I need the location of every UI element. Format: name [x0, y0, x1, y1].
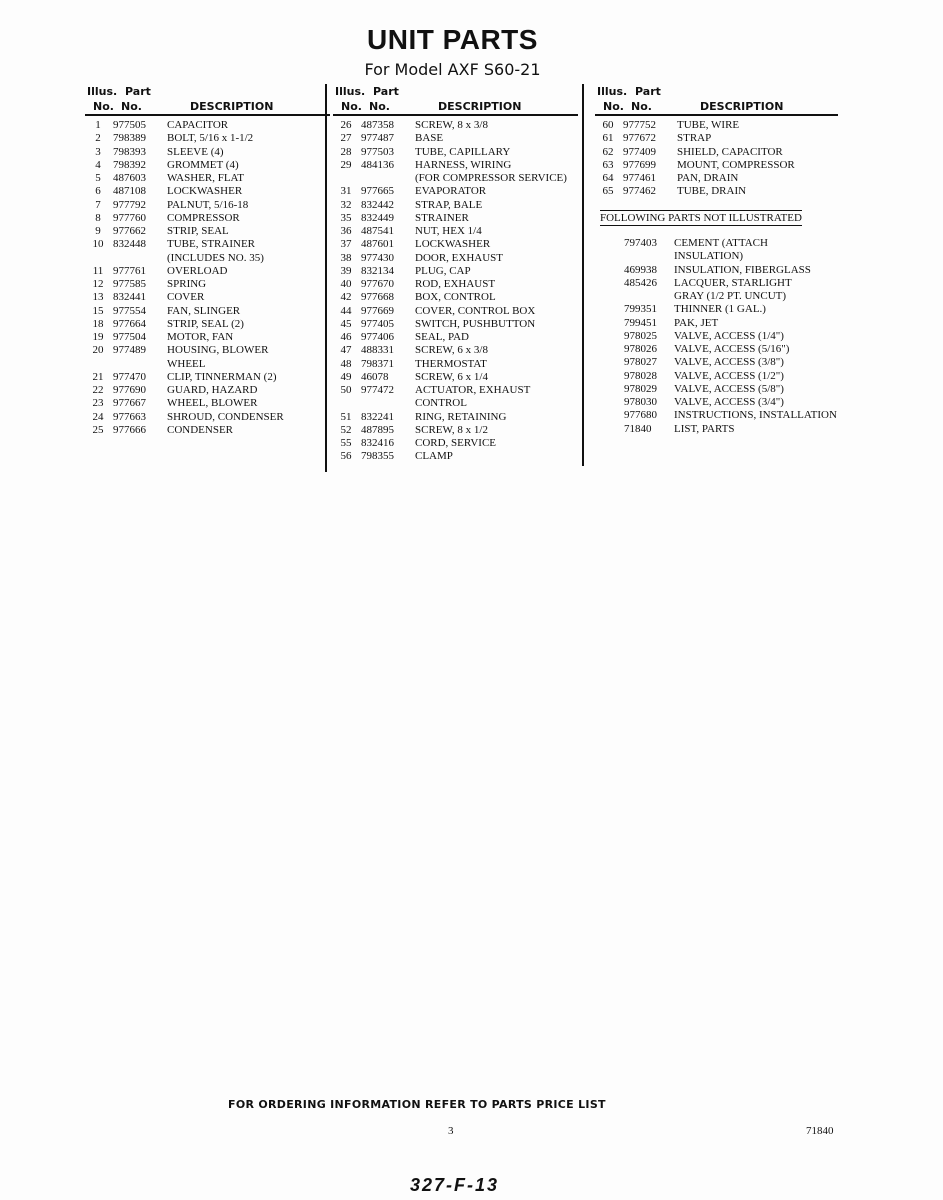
- illus-no-label: No.: [341, 100, 362, 113]
- part-description: LACQUER, STARLIGHT: [674, 276, 792, 289]
- part-description: LIST, PARTS: [674, 422, 735, 435]
- table-row: [333, 384, 578, 397]
- part-description: CLIP, TINNERMAN (2): [167, 370, 277, 383]
- part-label: Part: [373, 85, 399, 98]
- illus-number: 65: [602, 185, 614, 198]
- part-description: VALVE, ACCESS (5/8"): [674, 382, 784, 395]
- table-row: [595, 303, 855, 316]
- table-row: [595, 146, 838, 159]
- table-row: [85, 146, 330, 159]
- part-number: 832441: [113, 291, 146, 304]
- part-number: 487358: [361, 119, 394, 131]
- part-description: SHIELD, CAPACITOR: [677, 145, 783, 158]
- part-number: 487895: [361, 423, 394, 436]
- column-header: [333, 84, 578, 116]
- illus-number: 36: [340, 225, 352, 237]
- table-row: [595, 237, 855, 250]
- part-number: 978026: [624, 343, 657, 355]
- parts-rows: [85, 119, 330, 437]
- parts-column-1: [85, 84, 330, 437]
- part-number: 832241: [361, 410, 394, 423]
- illus-number: 5: [95, 172, 101, 184]
- part-number: 977430: [361, 251, 394, 264]
- table-row: [85, 305, 330, 318]
- part-number: 977699: [623, 158, 656, 171]
- part-description: PLUG, CAP: [415, 264, 471, 277]
- part-number: 978025: [624, 329, 657, 342]
- part-description: SPRING: [167, 278, 207, 290]
- parts-rows: [333, 119, 578, 464]
- part-description: STRAINER: [415, 211, 469, 224]
- part-description: INSTRUCTIONS, INSTALLATION: [674, 409, 837, 422]
- table-row: [85, 344, 330, 357]
- part-description: SLEEVE (4): [167, 145, 224, 158]
- part-description: BOX, CONTROL: [415, 291, 496, 304]
- part-description: HOUSING, BLOWER: [167, 344, 269, 357]
- table-row: [333, 199, 578, 212]
- illus-number: 52: [340, 423, 352, 436]
- part-number: 977672: [623, 132, 656, 145]
- part-number: 488331: [361, 344, 394, 357]
- part-description: PAK, JET: [674, 316, 719, 329]
- table-row: [333, 397, 578, 410]
- table-row: [333, 278, 578, 291]
- illus-number: 12: [92, 278, 104, 290]
- parts-column-3: [595, 84, 838, 199]
- part-number: 978029: [624, 382, 657, 395]
- table-row: [85, 358, 330, 371]
- part-description: BASE: [415, 132, 444, 145]
- illus-number: 29: [340, 158, 352, 171]
- part-number: 977670: [361, 278, 394, 290]
- part-description: CORD, SERVICE: [415, 437, 497, 449]
- part-description: STRAP, BALE: [415, 198, 483, 211]
- part-number: 977585: [113, 278, 146, 290]
- part-number: 977409: [623, 145, 656, 158]
- table-row: [85, 371, 330, 384]
- part-number: 977666: [113, 423, 146, 436]
- parts-rows: [595, 119, 838, 199]
- table-row: [85, 331, 330, 344]
- illus-number: 45: [340, 317, 352, 330]
- part-label: Part: [635, 85, 661, 98]
- illus-number: 21: [92, 370, 104, 383]
- illus-number: 18: [92, 317, 104, 330]
- part-description: THINNER (1 GAL.): [674, 303, 766, 316]
- part-number: 977470: [113, 370, 146, 383]
- part-number: 799351: [624, 303, 657, 316]
- part-number: 487603: [113, 172, 146, 184]
- part-description: CLAMP: [415, 450, 453, 463]
- illus-number: 1: [95, 119, 101, 131]
- illus-number: 49: [340, 370, 352, 383]
- table-row: [333, 146, 578, 159]
- illus-number: 35: [340, 211, 352, 224]
- table-row: [595, 330, 855, 343]
- page-title: UNIT PARTS: [367, 24, 538, 55]
- table-row: [85, 411, 330, 424]
- part-description: ACTUATOR, EXHAUST: [415, 384, 531, 396]
- illus-number: 22: [92, 384, 104, 396]
- part-description: SCREW, 6 x 3/8: [415, 344, 488, 357]
- table-row: [85, 132, 330, 145]
- part-description: GUARD, HAZARD: [167, 384, 258, 396]
- illus-number: 37: [340, 238, 352, 251]
- part-description: SCREW, 8 x 1/2: [415, 423, 488, 436]
- table-row: [333, 450, 578, 463]
- illus-number: 48: [340, 357, 352, 370]
- part-description: GRAY (1/2 PT. UNCUT): [674, 290, 787, 302]
- illus-number: 28: [340, 145, 352, 158]
- table-row: [595, 317, 855, 330]
- illus-number: 39: [340, 264, 352, 277]
- part-description: CONTROL: [415, 397, 467, 410]
- table-row: [595, 250, 855, 263]
- table-row: [85, 265, 330, 278]
- part-description: PALNUT, 5/16-18: [167, 198, 249, 211]
- illus-no-label: No.: [603, 100, 624, 113]
- table-row: [595, 409, 855, 422]
- part-number: 977669: [361, 304, 394, 317]
- part-number: 978027: [624, 356, 657, 369]
- not-illustrated-list: [595, 237, 855, 436]
- table-row: [333, 411, 578, 424]
- part-number: 46078: [361, 370, 389, 383]
- part-description: TUBE, WIRE: [677, 119, 740, 131]
- table-row: [333, 159, 578, 172]
- illus-number: 19: [92, 331, 104, 343]
- table-row: [595, 119, 838, 132]
- part-description: STRAP: [677, 132, 712, 145]
- table-row: [333, 344, 578, 357]
- part-description: THERMOSTAT: [415, 357, 487, 370]
- table-row: [85, 119, 330, 132]
- table-row: [85, 291, 330, 304]
- table-row: [85, 212, 330, 225]
- part-description: SEAL, PAD: [415, 331, 469, 343]
- part-number: 487601: [361, 238, 394, 251]
- column-header: [595, 84, 838, 116]
- part-number: 977487: [361, 132, 394, 145]
- part-description: FAN, SLINGER: [167, 304, 241, 317]
- part-description: INSULATION): [674, 250, 744, 263]
- table-row: [333, 185, 578, 198]
- part-number: 832416: [361, 437, 394, 449]
- part-description: COMPRESSOR: [167, 211, 240, 224]
- part-number: 977504: [113, 331, 146, 343]
- part-number: 977668: [361, 291, 394, 304]
- part-no-label: No.: [631, 100, 652, 113]
- table-row: [595, 396, 855, 409]
- part-description: NUT, HEX 1/4: [415, 225, 482, 237]
- part-description: EVAPORATOR: [415, 185, 487, 198]
- illus-number: 44: [340, 304, 352, 317]
- part-number: 978028: [624, 369, 657, 382]
- illus-number: 56: [340, 450, 352, 463]
- document-number: 71840: [806, 1125, 834, 1137]
- table-row: [595, 264, 855, 277]
- illus-number: 26: [340, 119, 352, 131]
- illus-number: 25: [92, 423, 104, 436]
- part-number: 71840: [624, 422, 652, 435]
- not-illustrated-heading: FOLLOWING PARTS NOT ILLUSTRATED: [600, 212, 802, 224]
- table-row: [595, 132, 838, 145]
- page-number: 3: [448, 1125, 454, 1137]
- parts-column-2: [333, 84, 578, 464]
- part-description: STRIP, SEAL (2): [167, 317, 244, 330]
- part-number: 487108: [113, 185, 146, 198]
- table-row: [333, 225, 578, 238]
- part-description: CEMENT (ATTACH: [674, 237, 768, 249]
- part-number: 798392: [113, 158, 146, 171]
- part-number: 832449: [361, 211, 394, 224]
- illus-number: 15: [92, 304, 104, 317]
- illus-number: 32: [340, 198, 352, 211]
- part-description: WHEEL, BLOWER: [167, 397, 258, 410]
- part-description: VALVE, ACCESS (1/2"): [674, 369, 784, 382]
- illus-number: 4: [95, 158, 101, 171]
- part-description: SCREW, 8 x 3/8: [415, 119, 488, 131]
- illus-number: 50: [340, 384, 352, 396]
- illus-number: 61: [602, 132, 614, 145]
- part-description: LOCKWASHER: [415, 238, 491, 251]
- illus-number: 8: [95, 211, 101, 224]
- table-row: [595, 356, 855, 369]
- part-description: DOOR, EXHAUST: [415, 251, 503, 264]
- part-number: 977665: [361, 185, 394, 198]
- table-row: [595, 383, 855, 396]
- part-number: 977662: [113, 225, 146, 237]
- part-description: BOLT, 5/16 x 1-1/2: [167, 132, 254, 145]
- table-row: [333, 238, 578, 251]
- part-number: 799451: [624, 316, 657, 329]
- part-description: MOTOR, FAN: [167, 331, 234, 343]
- table-row: [85, 172, 330, 185]
- column-divider: [325, 84, 327, 472]
- part-description: STRIP, SEAL: [167, 225, 229, 237]
- illus-number: 40: [340, 278, 352, 290]
- part-description: TUBE, CAPILLARY: [415, 145, 511, 158]
- part-description: MOUNT, COMPRESSOR: [677, 158, 795, 171]
- column-divider: [582, 84, 584, 466]
- part-number: 977663: [113, 410, 146, 423]
- illus-number: 3: [95, 145, 101, 158]
- part-number: 832448: [113, 238, 146, 251]
- part-description: OVERLOAD: [167, 264, 228, 277]
- part-number: 977461: [623, 172, 656, 184]
- part-description: CONDENSER: [167, 423, 234, 436]
- part-number: 977489: [113, 344, 146, 357]
- table-row: [333, 212, 578, 225]
- illus-number: 20: [92, 344, 104, 357]
- description-label: DESCRIPTION: [190, 100, 274, 113]
- column-header: [85, 84, 330, 116]
- illus-number: 47: [340, 344, 352, 357]
- part-number: 832134: [361, 264, 394, 277]
- table-row: [595, 370, 855, 383]
- part-description: (FOR COMPRESSOR SERVICE): [415, 172, 567, 184]
- table-row: [333, 371, 578, 384]
- part-number: 798393: [113, 145, 146, 158]
- part-number: 485426: [624, 276, 657, 289]
- part-description: SCREW, 6 x 1/4: [415, 370, 488, 383]
- part-number: 469938: [624, 263, 657, 276]
- table-row: [595, 343, 855, 356]
- illus-number: 11: [92, 264, 104, 277]
- part-number: 977462: [623, 185, 656, 198]
- illus-label: Illus.: [597, 85, 628, 98]
- table-row: [595, 172, 838, 185]
- table-row: [333, 305, 578, 318]
- illus-number: 63: [602, 158, 614, 171]
- part-no-label: No.: [369, 100, 390, 113]
- table-row: [595, 185, 838, 198]
- part-number: 798371: [361, 357, 394, 370]
- part-number: 977760: [113, 211, 146, 224]
- description-label: DESCRIPTION: [438, 100, 522, 113]
- table-row: [333, 318, 578, 331]
- part-label: Part: [125, 85, 151, 98]
- part-number: 977472: [361, 384, 394, 396]
- part-number: 977405: [361, 317, 394, 330]
- part-number: 977761: [113, 264, 146, 277]
- table-row: [85, 424, 330, 437]
- part-description: VALVE, ACCESS (3/8"): [674, 356, 784, 369]
- illus-number: 62: [602, 145, 614, 158]
- illus-number: 38: [340, 251, 352, 264]
- part-description: TUBE, STRAINER: [167, 238, 255, 251]
- part-description: WASHER, FLAT: [167, 172, 245, 184]
- table-row: [333, 265, 578, 278]
- part-number: 797403: [624, 237, 657, 249]
- table-row: [85, 225, 330, 238]
- part-number: 977752: [623, 119, 656, 131]
- part-number: 977680: [624, 409, 657, 422]
- part-description: COVER, CONTROL BOX: [415, 304, 536, 317]
- part-description: RING, RETAINING: [415, 410, 507, 423]
- part-number: 487541: [361, 225, 394, 237]
- part-description: GROMMET (4): [167, 158, 239, 171]
- table-row: [85, 384, 330, 397]
- handwritten-note: 327-F-13: [410, 1175, 500, 1195]
- illus-number: 2: [95, 132, 101, 145]
- illus-number: 13: [92, 291, 104, 304]
- illus-number: 42: [340, 291, 352, 304]
- table-row: [595, 277, 855, 290]
- part-number: 977554: [113, 304, 146, 317]
- illus-number: 46: [340, 331, 352, 343]
- part-description: SHROUD, CONDENSER: [167, 410, 284, 423]
- table-row: [85, 397, 330, 410]
- part-description: INSULATION, FIBERGLASS: [674, 263, 811, 276]
- part-number: 798389: [113, 132, 146, 145]
- illus-number: 64: [602, 172, 614, 184]
- illus-number: 55: [340, 437, 352, 449]
- part-number: 484136: [361, 158, 394, 171]
- table-row: [595, 159, 838, 172]
- illus-number: 7: [95, 198, 101, 211]
- illus-number: 24: [92, 410, 104, 423]
- table-row: [595, 290, 855, 303]
- table-row: [333, 437, 578, 450]
- illus-number: 51: [340, 410, 352, 423]
- illus-label: Illus.: [335, 85, 366, 98]
- part-number: 978030: [624, 396, 657, 408]
- part-description: VALVE, ACCESS (1/4"): [674, 329, 784, 342]
- illus-no-label: No.: [93, 100, 114, 113]
- table-row: [85, 199, 330, 212]
- illus-number: 6: [95, 185, 101, 198]
- table-row: [333, 132, 578, 145]
- table-row: [333, 424, 578, 437]
- part-description: PAN, DRAIN: [677, 172, 739, 184]
- table-row: [85, 278, 330, 291]
- part-description: LOCKWASHER: [167, 185, 243, 198]
- illus-number: 60: [602, 119, 614, 131]
- table-row: [85, 238, 330, 251]
- model-subtitle: For Model AXF S60-21: [364, 60, 541, 79]
- part-description: (INCLUDES NO. 35): [167, 251, 264, 264]
- table-row: [333, 358, 578, 371]
- part-number: 977690: [113, 384, 146, 396]
- ordering-note: FOR ORDERING INFORMATION REFER TO PARTS PRICE LIST: [228, 1098, 606, 1111]
- part-no-label: No.: [121, 100, 142, 113]
- part-number: 798355: [361, 450, 394, 463]
- part-number: 977503: [361, 145, 394, 158]
- table-row: [85, 185, 330, 198]
- table-row: [85, 252, 330, 265]
- part-description: TUBE, DRAIN: [677, 185, 747, 198]
- part-number: 977792: [113, 198, 146, 211]
- description-label: DESCRIPTION: [700, 100, 784, 113]
- part-description: SWITCH, PUSHBUTTON: [415, 317, 536, 330]
- illus-number: 31: [340, 185, 352, 198]
- part-number: 977406: [361, 331, 394, 343]
- illus-number: 27: [340, 132, 352, 145]
- part-description: VALVE, ACCESS (5/16"): [674, 343, 790, 355]
- table-row: [333, 172, 578, 185]
- part-description: ROD, EXHAUST: [415, 278, 496, 290]
- illus-number: 23: [92, 397, 104, 410]
- table-row: [333, 331, 578, 344]
- part-number: 832442: [361, 198, 394, 211]
- table-row: [333, 119, 578, 132]
- part-description: HARNESS, WIRING: [415, 158, 512, 171]
- table-row: [333, 291, 578, 304]
- part-description: WHEEL: [167, 357, 206, 370]
- part-number: 977664: [113, 317, 146, 330]
- part-description: CAPACITOR: [167, 119, 229, 131]
- illus-number: 9: [95, 225, 101, 237]
- illus-number: 10: [92, 238, 104, 251]
- part-description: VALVE, ACCESS (3/4"): [674, 396, 784, 408]
- table-row: [595, 423, 855, 436]
- part-number: 977505: [113, 119, 146, 131]
- table-row: [333, 252, 578, 265]
- part-number: 977667: [113, 397, 146, 410]
- illus-label: Illus.: [87, 85, 118, 98]
- table-row: [85, 318, 330, 331]
- table-row: [85, 159, 330, 172]
- part-description: COVER: [167, 291, 205, 304]
